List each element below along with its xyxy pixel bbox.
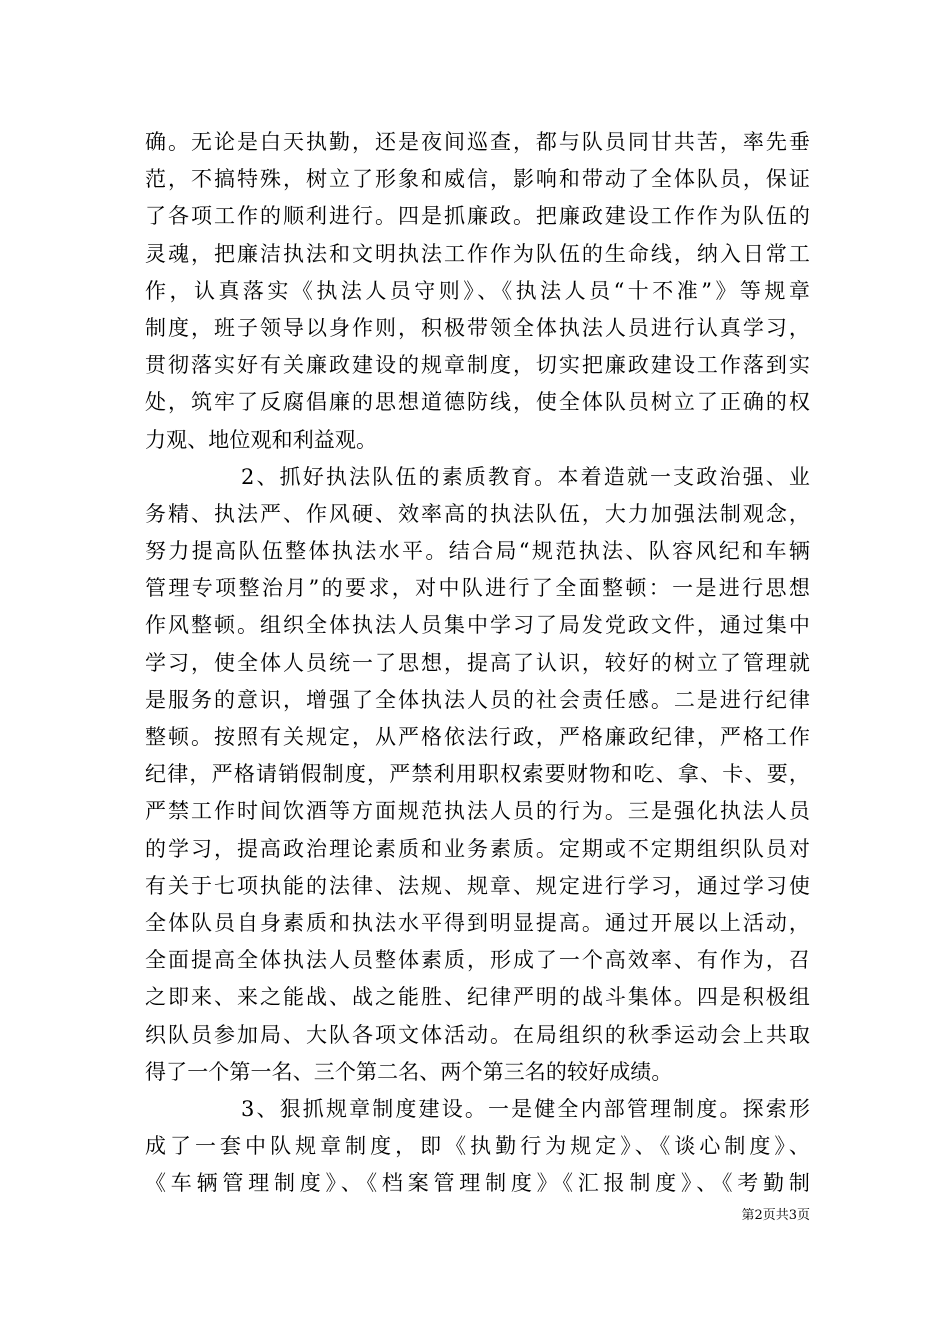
text-line: 作，认真落实《执法人员守则》、《执法人员“十不准”》等规章 [145,278,810,303]
text-line: 有关于七项执能的法律、法规、规章、规定进行学习，通过学习使 [145,873,810,898]
text-line: 处，筑牢了反腐倡廉的思想道德防线，使全体队员树立了正确的权 [145,390,810,415]
text-line: 纪律，严格请销假制度，严禁利用职权索要财物和吃、拿、卡、要， [145,762,810,787]
document-body [145,124,810,1202]
text-line: 之即来、来之能战、战之能胜、纪律严明的战斗集体。四是积极组 [145,985,810,1010]
text-line: 全面提高全体执法人员整体素质，形成了一个高效率、有作为，召 [145,948,810,973]
text-line: 作风整顿。组织全体执法人员集中学习了局发党政文件，通过集中 [145,613,810,638]
text-line: 灵魂，把廉洁执法和文明执法工作作为队伍的生命线，纳入日常工 [145,241,810,266]
text-line: 务精、执法严、作风硬、效率高的执法队伍，大力加强法制观念， [145,501,810,526]
text-line: 确。无论是白天执勤，还是夜间巡查，都与队员同甘共苦，率先垂 [145,130,810,154]
text-line: 全体队员自身素质和执法水平得到明显提高。通过开展以上活动， [145,910,810,935]
text-line: 严禁工作时间饮酒等方面规范执法人员的行为。三是强化执法人员 [145,799,810,824]
page-footer: 第2页共3页 [741,1208,810,1223]
text-line: 制度，班子领导以身作则，积极带领全体执法人员进行认真学习， [145,315,810,340]
text-line: 了各项工作的顺利进行。四是抓廉政。把廉政建设工作作为队伍的 [145,204,810,229]
text-line: 成了一套中队规章制度，即《执勤行为规定》、《谈心制度》、 [145,1134,810,1159]
text-line: 管理专项整治月”的要求，对中队进行了全面整顿：一是进行思想 [145,576,810,601]
text-line: 《车辆管理制度》、《档案管理制度》《汇报制度》、《考勤制 [145,1171,810,1196]
text-line: 范，不搞特殊，树立了形象和威信，影响和带动了全体队员，保证 [145,167,810,192]
text-line: 贯彻落实好有关廉政建设的规章制度，切实把廉政建设工作落到实 [145,353,810,378]
text-line: 织队员参加局、大队各项文体活动。在局组织的秋季运动会上共取 [145,1022,810,1047]
text-line: 3、狠抓规章制度建设。一是健全内部管理制度。探索形 [241,1096,810,1121]
text-line: 的学习，提高政治理论素质和业务素质。定期或不定期组织队员对 [145,836,810,861]
text-line: 努力提高队伍整体执法水平。结合局“规范执法、队容风纪和车辆 [145,539,810,564]
text-line: 是服务的意识，增强了全体执法人员的社会责任感。二是进行纪律 [145,687,810,712]
text-line: 整顿。按照有关规定，从严格依法行政，严格廉政纪律，严格工作 [145,725,810,749]
text-line: 力观、地位观和利益观。 [145,427,378,452]
text-line: 得了一个第一名、三个第二名、两个第三名的较好成绩。 [145,1059,673,1084]
text-line: 2、抓好执法队伍的素质教育。本着造就一支政治强、业 [241,464,810,489]
text-line: 学习，使全体人员统一了思想，提高了认识，较好的树立了管理就 [145,650,810,675]
